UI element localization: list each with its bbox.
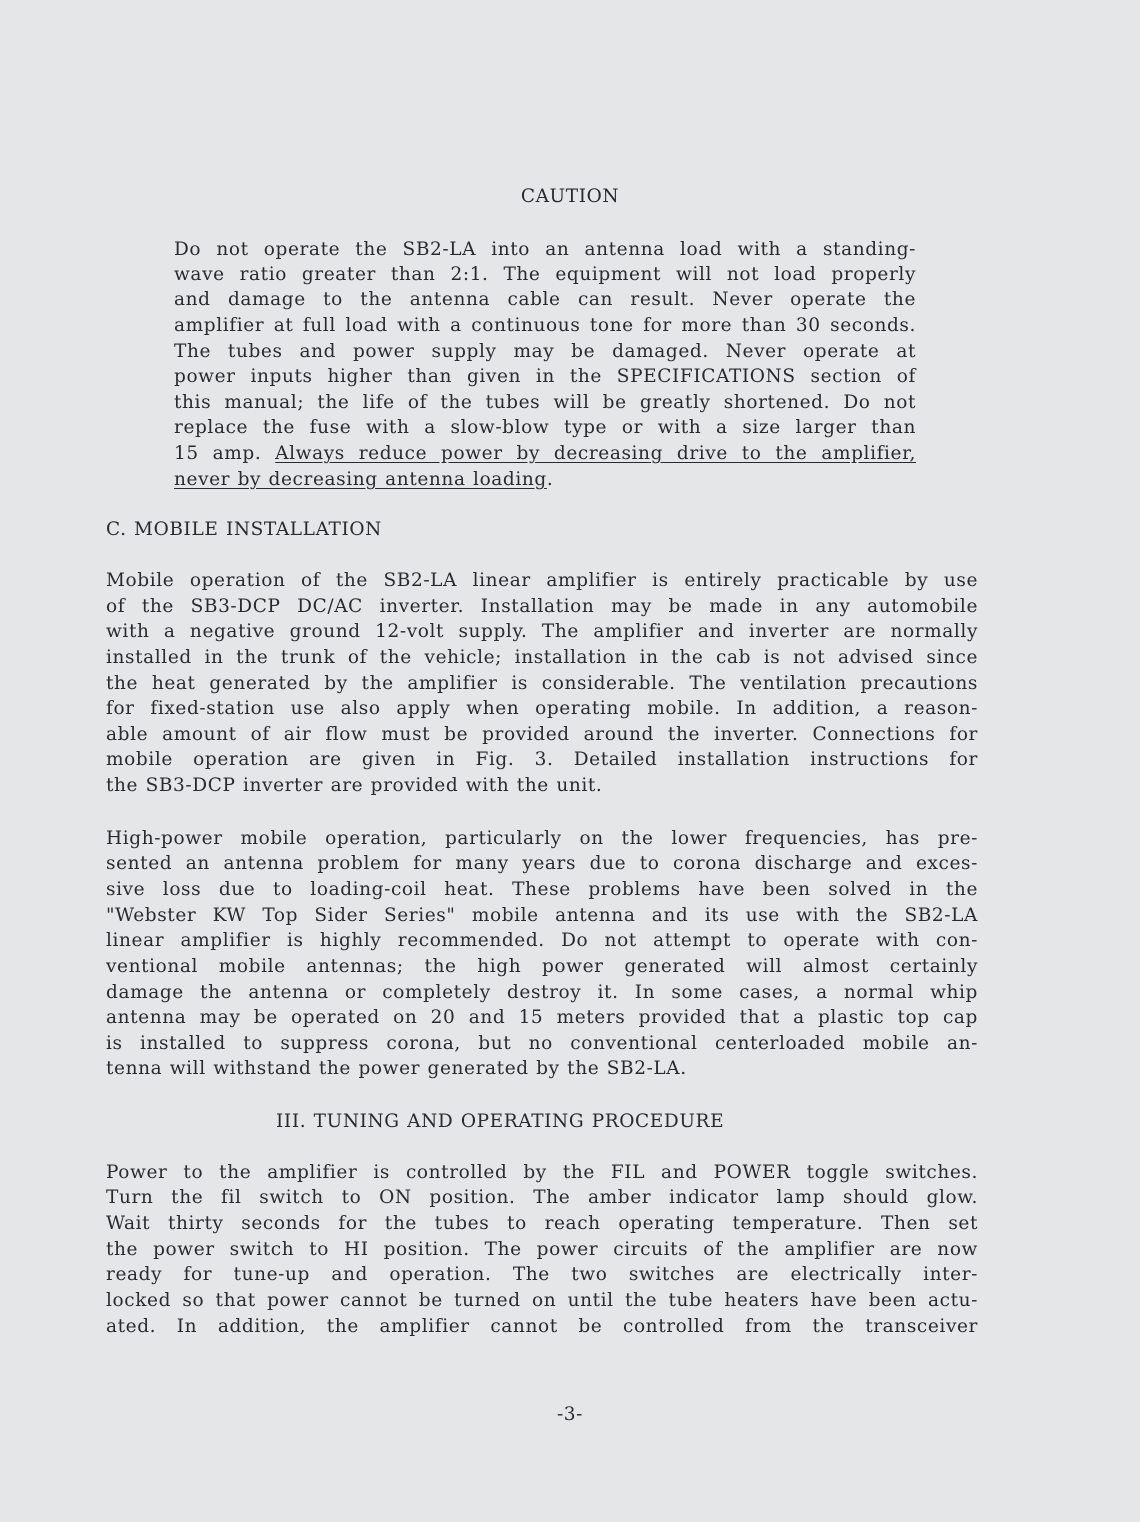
body-line: of the SB3-DCP DC/AC inverter. Installation may be made in any automobile [106, 596, 978, 617]
body-line: antenna may be operated on 20 and 15 meters provided that a plastic top cap [106, 1007, 978, 1028]
underlined-warning: never by decreasing antenna loading [174, 469, 547, 490]
body-line: ventional mobile antennas; the high power generated will almost certainly [106, 956, 978, 977]
section-iii-heading: III. TUNING AND OPERATING PROCEDURE [276, 1111, 725, 1132]
body-line: linear amplifier is highly recommended. Do not attempt to operate with con- [106, 930, 978, 951]
caution-line: Do not operate the SB2-LA into an antenna load with a standing- [174, 239, 916, 260]
caution-line: power inputs higher than given in the SPECIFICATIONS section of [174, 366, 916, 387]
body-line: with a negative ground 12-volt supply. The amplifier and inverter are normally [106, 621, 978, 642]
body-line: ated. In addition, the amplifier cannot be controlled from the transceiver [106, 1316, 978, 1337]
body-line: the heat generated by the amplifier is considerable. The ventilation precautions [106, 673, 978, 694]
body-line: sive loss due to loading-coil heat. These problems have been solved in the [106, 879, 978, 900]
body-line: High-power mobile operation, particularly on the lower frequencies, has pre- [106, 828, 978, 849]
caution-line: The tubes and power supply may be damaged. Never operate at [174, 341, 916, 362]
caution-line-prefix: 15 amp. [174, 443, 276, 464]
body-line: ready for tune-up and operation. The two switches are electrically inter- [106, 1264, 978, 1285]
body-line: the SB3-DCP inverter are provided with the unit. [106, 775, 603, 796]
caution-line: replace the fuse with a slow-blow type or with a size larger than [174, 417, 916, 438]
body-line: damage the antenna or completely destroy it. In some cases, a normal whip [106, 982, 978, 1003]
caution-line [174, 467, 916, 493]
page-number: -3- [556, 1404, 584, 1425]
body-line: for fixed-station use also apply when operating mobile. In addition, a reason- [106, 698, 978, 719]
body-line: Wait thirty seconds for the tubes to reach operating temperature. Then set [106, 1213, 978, 1234]
section-c-heading: C. MOBILE INSTALLATION [106, 519, 382, 540]
caution-line [174, 441, 916, 467]
body-line: Mobile operation of the SB2-LA linear amplifier is entirely practicable by use [106, 570, 978, 591]
caution-line: and damage to the antenna cable can result. Never operate the [174, 289, 916, 310]
caution-line: wave ratio greater than 2:1. The equipment will not load properly [174, 264, 916, 285]
body-line: able amount of air flow must be provided around the inverter. Connections for [106, 724, 978, 745]
body-line: the power switch to HI position. The power circuits of the amplifier are now [106, 1239, 978, 1260]
body-line: "Webster KW Top Sider Series" mobile antenna and its use with the SB2-LA [106, 905, 978, 926]
caution-line: this manual; the life of the tubes will be greatly shortened. Do not [174, 392, 916, 413]
body-line: installed in the trunk of the vehicle; installation in the cab is not advised since [106, 647, 978, 668]
caution-line-suffix: . [546, 469, 554, 490]
body-line: mobile operation are given in Fig. 3. Detailed installation instructions for [106, 749, 978, 770]
body-line: locked so that power cannot be turned on until the tube heaters have been actu- [106, 1290, 978, 1311]
body-line: tenna will withstand the power generated by the SB2-LA. [106, 1058, 687, 1079]
body-line: Turn the fil switch to ON position. The amber indicator lamp should glow. [106, 1187, 978, 1208]
caution-heading: CAUTION [520, 186, 620, 207]
body-line: sented an antenna problem for many years due to corona discharge and exces- [106, 853, 978, 874]
body-line: is installed to suppress corona, but no conventional centerloaded mobile an- [106, 1033, 978, 1054]
underlined-warning: Always reduce power by decreasing drive to the amplifier, [275, 443, 916, 464]
caution-line: amplifier at full load with a continuous tone for more than 30 seconds. [174, 315, 916, 336]
body-line: Power to the amplifier is controlled by the FIL and POWER toggle switches. [106, 1162, 978, 1183]
